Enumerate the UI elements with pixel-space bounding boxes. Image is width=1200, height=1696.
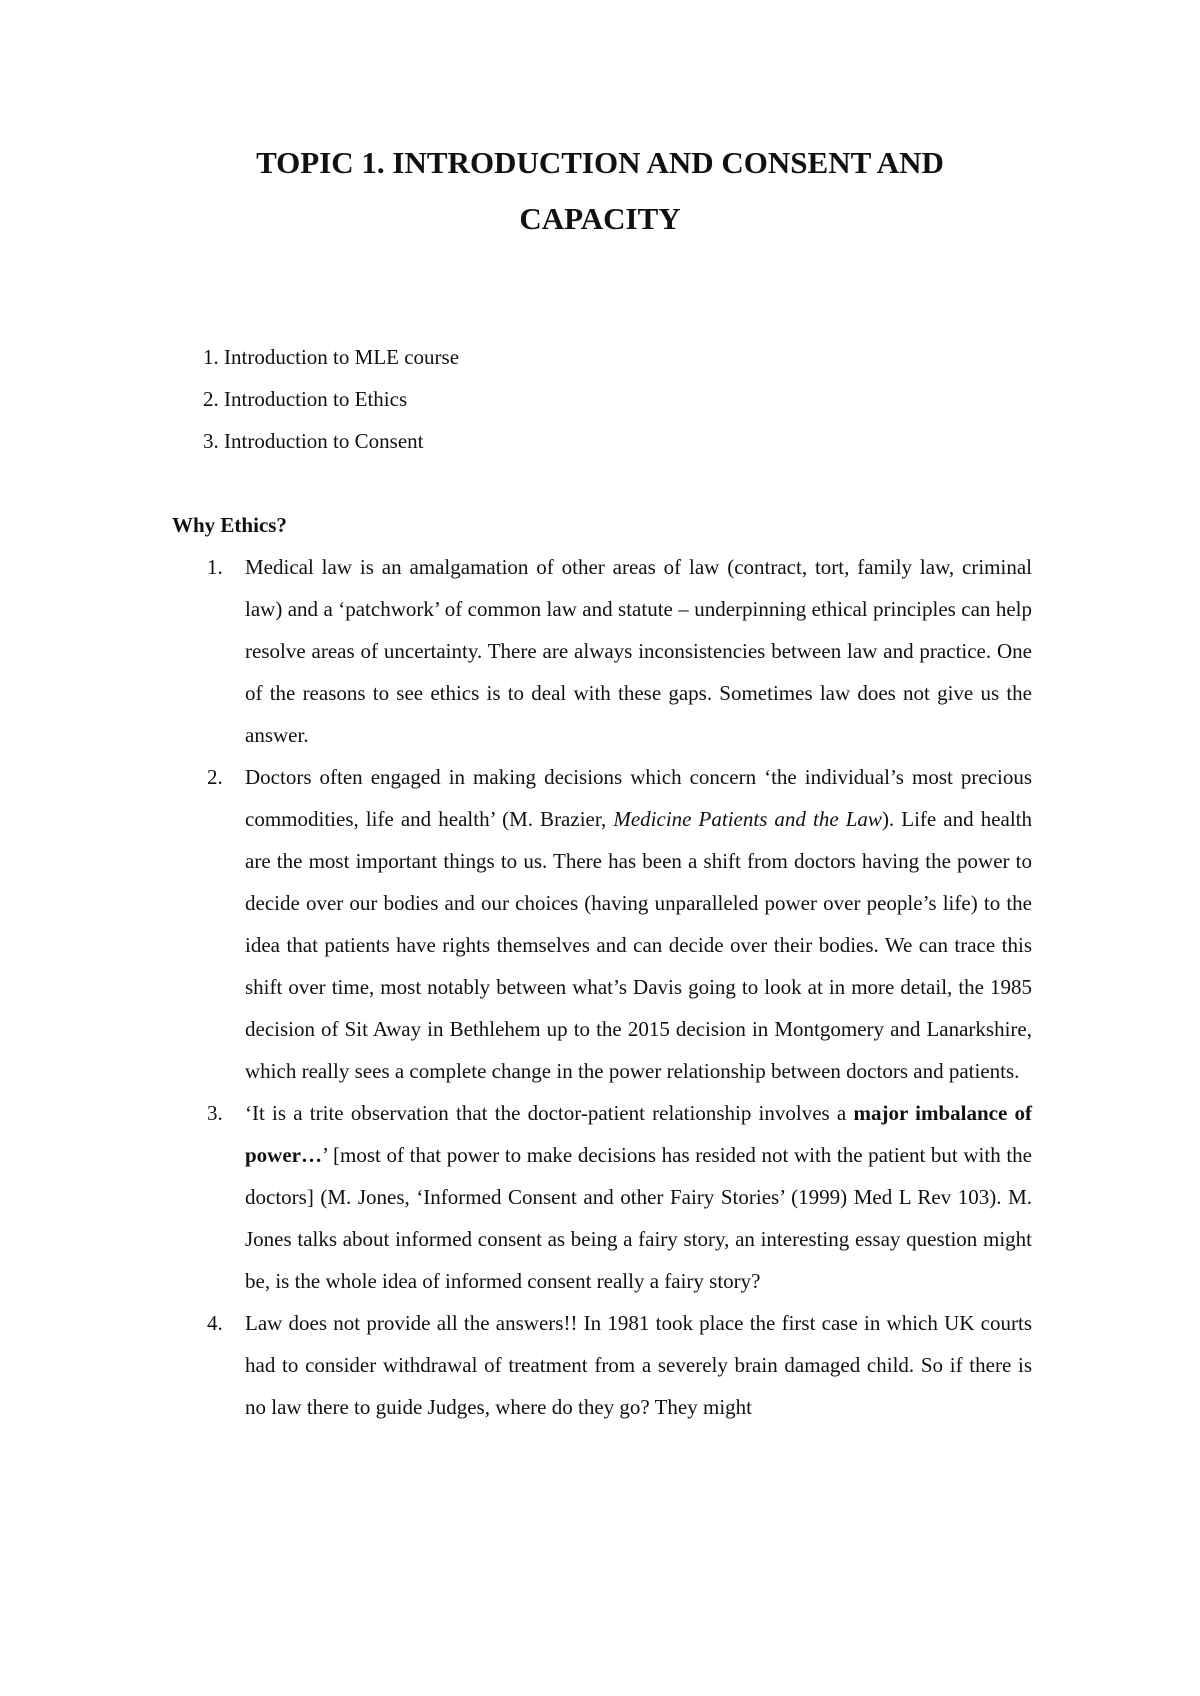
- list-number: 4.: [207, 1311, 223, 1335]
- list-number: 1.: [207, 555, 223, 579]
- list-item: [172, 546, 1032, 756]
- paragraph-text: ). Life and health are the most important things to us. There has been a shift from doctors having the power to decide over our bodies and our choices (having unparalleled power over people’s life) to the idea that patients have rights themselves and can decide over their bodies. We can trace this shift over time, most notably between what’s Davis going to look at in more detail, the 1985 decision of Sit Away in Bethlehem up to the 2015 decision in Montgomery and Lanarkshire, which really sees a complete change in the power relationship between doctors and patients.: [245, 807, 1033, 1083]
- paragraph-text: ‘It is a trite observation that the doctor-patient relationship involves a: [245, 1101, 854, 1125]
- list-item: [172, 1092, 1032, 1302]
- outline-item: 2. Introduction to Ethics: [203, 387, 408, 411]
- paragraph-text: Law does not provide all the answers!! In 1981 took place the first case in which UK courts had to consider withdrawal of treatment from a severely brain damaged child. So if there is no law there to guide Judges, where do they go? They might: [245, 1311, 1032, 1419]
- topic-outline-list: [203, 336, 459, 462]
- paragraph-text: Medical law is an amalgamation of other areas of law (contract, tort, family law, criminal law) and a ‘patchwork’ of common law and statute – underpinning ethical principles can help resolve areas of uncertainty. There are always inconsistencies between law and practice. One of the reasons to see ethics is to deal with these gaps. Sometimes law does not give us the answer.: [245, 555, 1032, 747]
- list-number: 3.: [207, 1101, 223, 1125]
- list-item: [172, 756, 1032, 1092]
- emphasis-text: major imbalance of power…: [245, 1101, 1032, 1167]
- outline-item: 3. Introduction to Consent: [203, 429, 424, 453]
- document-title: [170, 135, 1030, 247]
- list-item: [172, 1302, 1032, 1428]
- paragraph-text: Doctors often engaged in making decisions which concern ‘the individual’s most precious commodities, life and health’ (M. Brazier,: [245, 765, 1032, 831]
- outline-item: 1. Introduction to MLE course: [203, 345, 460, 369]
- book-title: Medicine Patients and the Law: [613, 807, 882, 831]
- section-heading-why-ethics: Why Ethics?: [172, 513, 287, 537]
- paragraph-text: ’ [most of that power to make decisions has resided not with the patient but with the doctors] (M. Jones, ‘Informed Consent and other Fairy Stories’ (1999) Med L Rev 103). M. Jones talks about informed consent as being a fairy story, an interesting essay question might be, is the whole idea of informed consent really a fairy story?: [245, 1143, 1032, 1293]
- title-line-1: TOPIC 1. INTRODUCTION AND CONSENT AND: [256, 145, 944, 180]
- title-line-2: CAPACITY: [519, 201, 681, 236]
- why-ethics-list: [172, 546, 1032, 1428]
- list-number: 2.: [207, 765, 223, 789]
